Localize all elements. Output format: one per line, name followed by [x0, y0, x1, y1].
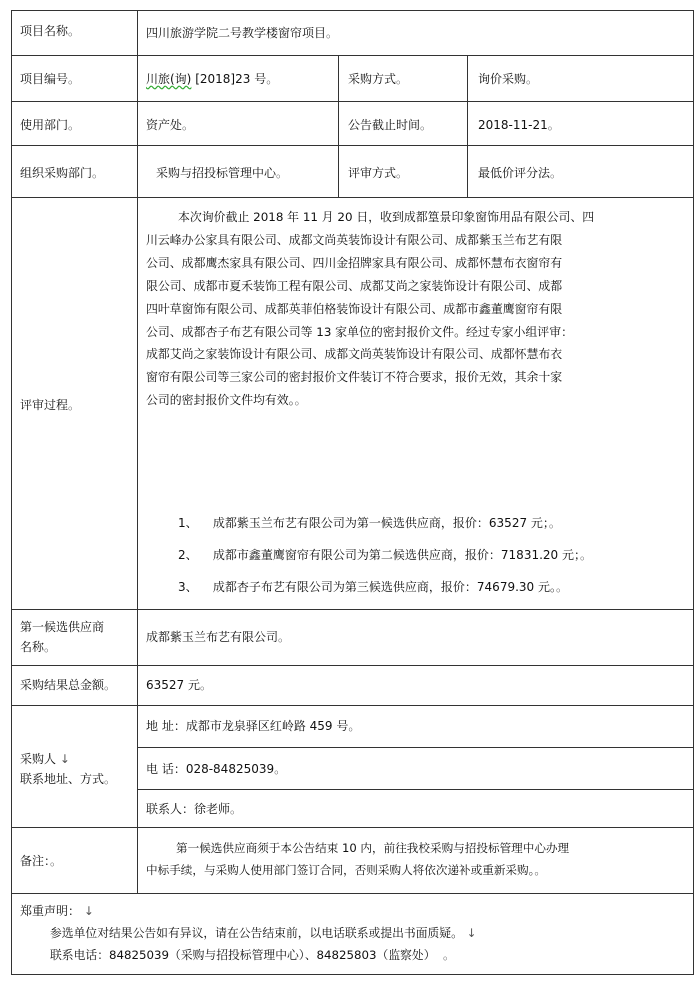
review-method-value: 最低价评分法。 — [478, 166, 563, 180]
row-divider — [12, 665, 693, 666]
remark-label: 备注：。 — [20, 854, 63, 868]
organizer-label: 组织采购部门。 — [20, 166, 105, 180]
announcement-table — [11, 10, 694, 975]
review-process-text: 本次询价截止 2018 年 11 月 20 日，收到成都篁景印象窗饰用品有限公司、四 川云峰办公家具有限公司、成都文尚英装饰设计有限公司、成都紫玉兰布艺有限 公司、成都鹰杰家具有限公司、四川金招牌家具有限公司、成都怀慧布衣窗帘有 限公司、成都市夏禾装饰工程有限公司、成都艾尚之家装饰设计有限公司、成都 四叶草窗饰有限公司、成都英菲伯格装饰设计有限公司、成都市鑫董鹰窗帘有限 公司、成都杏子布艺有限公司等 13 家单位的密封报价文件。经过专家小组评审： 成都艾尚之家装饰设计有限公司、成都文尚英装饰设计有限公司、成都怀慧布衣 窗帘有限公司等三家公司的密封报价文件装订不符合要求，报价无效，其余十家 公司的密封报价文件均有效。。 — [146, 210, 595, 408]
notice-title: 郑重声明： ↓ — [20, 904, 94, 918]
purchaser-phone: 电 话：028-84825039。 — [146, 762, 287, 776]
row-divider — [12, 101, 693, 102]
total-amount-value: 63527 元。 — [146, 678, 213, 692]
deadline-value: 2018-11-21。 — [478, 118, 560, 132]
row-divider — [12, 705, 693, 706]
row-divider — [12, 55, 693, 56]
procurement-method-value: 询价采购。 — [478, 72, 539, 86]
review-process-label: 评审过程。 — [20, 398, 81, 412]
row-divider — [137, 789, 693, 790]
purchaser-address: 地 址：成都市龙泉驿区红岭路 459 号。 — [146, 719, 361, 733]
purchaser-label: 采购人 ↓ — [20, 752, 70, 766]
row-divider — [12, 827, 693, 828]
project-name-value: 四川旅游学院二号教学楼窗帘项目。 — [146, 26, 339, 40]
project-no-value: 川旅(询) [2018]23 号。 — [146, 72, 279, 86]
department-value: 资产处。 — [146, 118, 195, 132]
row-divider — [12, 609, 693, 610]
result-item-3: 3、 成都杏子布艺有限公司为第三候选供应商，报价：74679.30 元。。 — [178, 580, 568, 594]
first-candidate-label-line2: 名称。 — [20, 640, 57, 654]
deadline-label: 公告截止时间。 — [348, 118, 433, 132]
remark-text: 第一候选供应商须于本公告结束 10 内，前往我校采购与招投标管理中心办理 中标手续，与采购人使用部门签订合同，否则采购人将依次递补或重新采购。。 — [146, 841, 570, 877]
result-item-2: 2、 成都市鑫董鹰窗帘有限公司为第二候选供应商，报价：71831.20 元；。 — [178, 548, 592, 562]
department-label: 使用部门。 — [20, 118, 81, 132]
total-amount-label: 采购结果总金额。 — [20, 678, 117, 692]
project-name-label: 项目名称。 — [20, 24, 81, 38]
notice-line-2: 联系电话：84825039（采购与招投标管理中心）、84825803（监察处） 。 — [50, 948, 455, 962]
purchaser-contact-label: 联系地址、方式。 — [20, 772, 117, 786]
notice-line-1: 参选单位对结果公告如有异议，请在公告结束前，以电话联系或提出书面质疑。 ↓ — [50, 926, 477, 940]
row-divider — [12, 197, 693, 198]
first-candidate-label: 第一候选供应商 — [20, 620, 105, 634]
organizer-value: 采购与招投标管理中心。 — [156, 166, 289, 180]
column-divider — [467, 55, 468, 197]
project-no-label: 项目编号。 — [20, 72, 81, 86]
column-divider — [338, 55, 339, 197]
procurement-method-label: 采购方式。 — [348, 72, 409, 86]
row-divider — [12, 893, 693, 894]
purchaser-contact-person: 联系人：徐老师。 — [146, 802, 243, 816]
row-divider — [12, 145, 693, 146]
column-divider — [137, 11, 138, 893]
review-method-label: 评审方式。 — [348, 166, 409, 180]
result-item-1: 1、 成都紫玉兰布艺有限公司为第一候选供应商，报价：63527 元；。 — [178, 516, 561, 530]
first-candidate-value: 成都紫玉兰布艺有限公司。 — [146, 630, 291, 644]
row-divider — [137, 747, 693, 748]
